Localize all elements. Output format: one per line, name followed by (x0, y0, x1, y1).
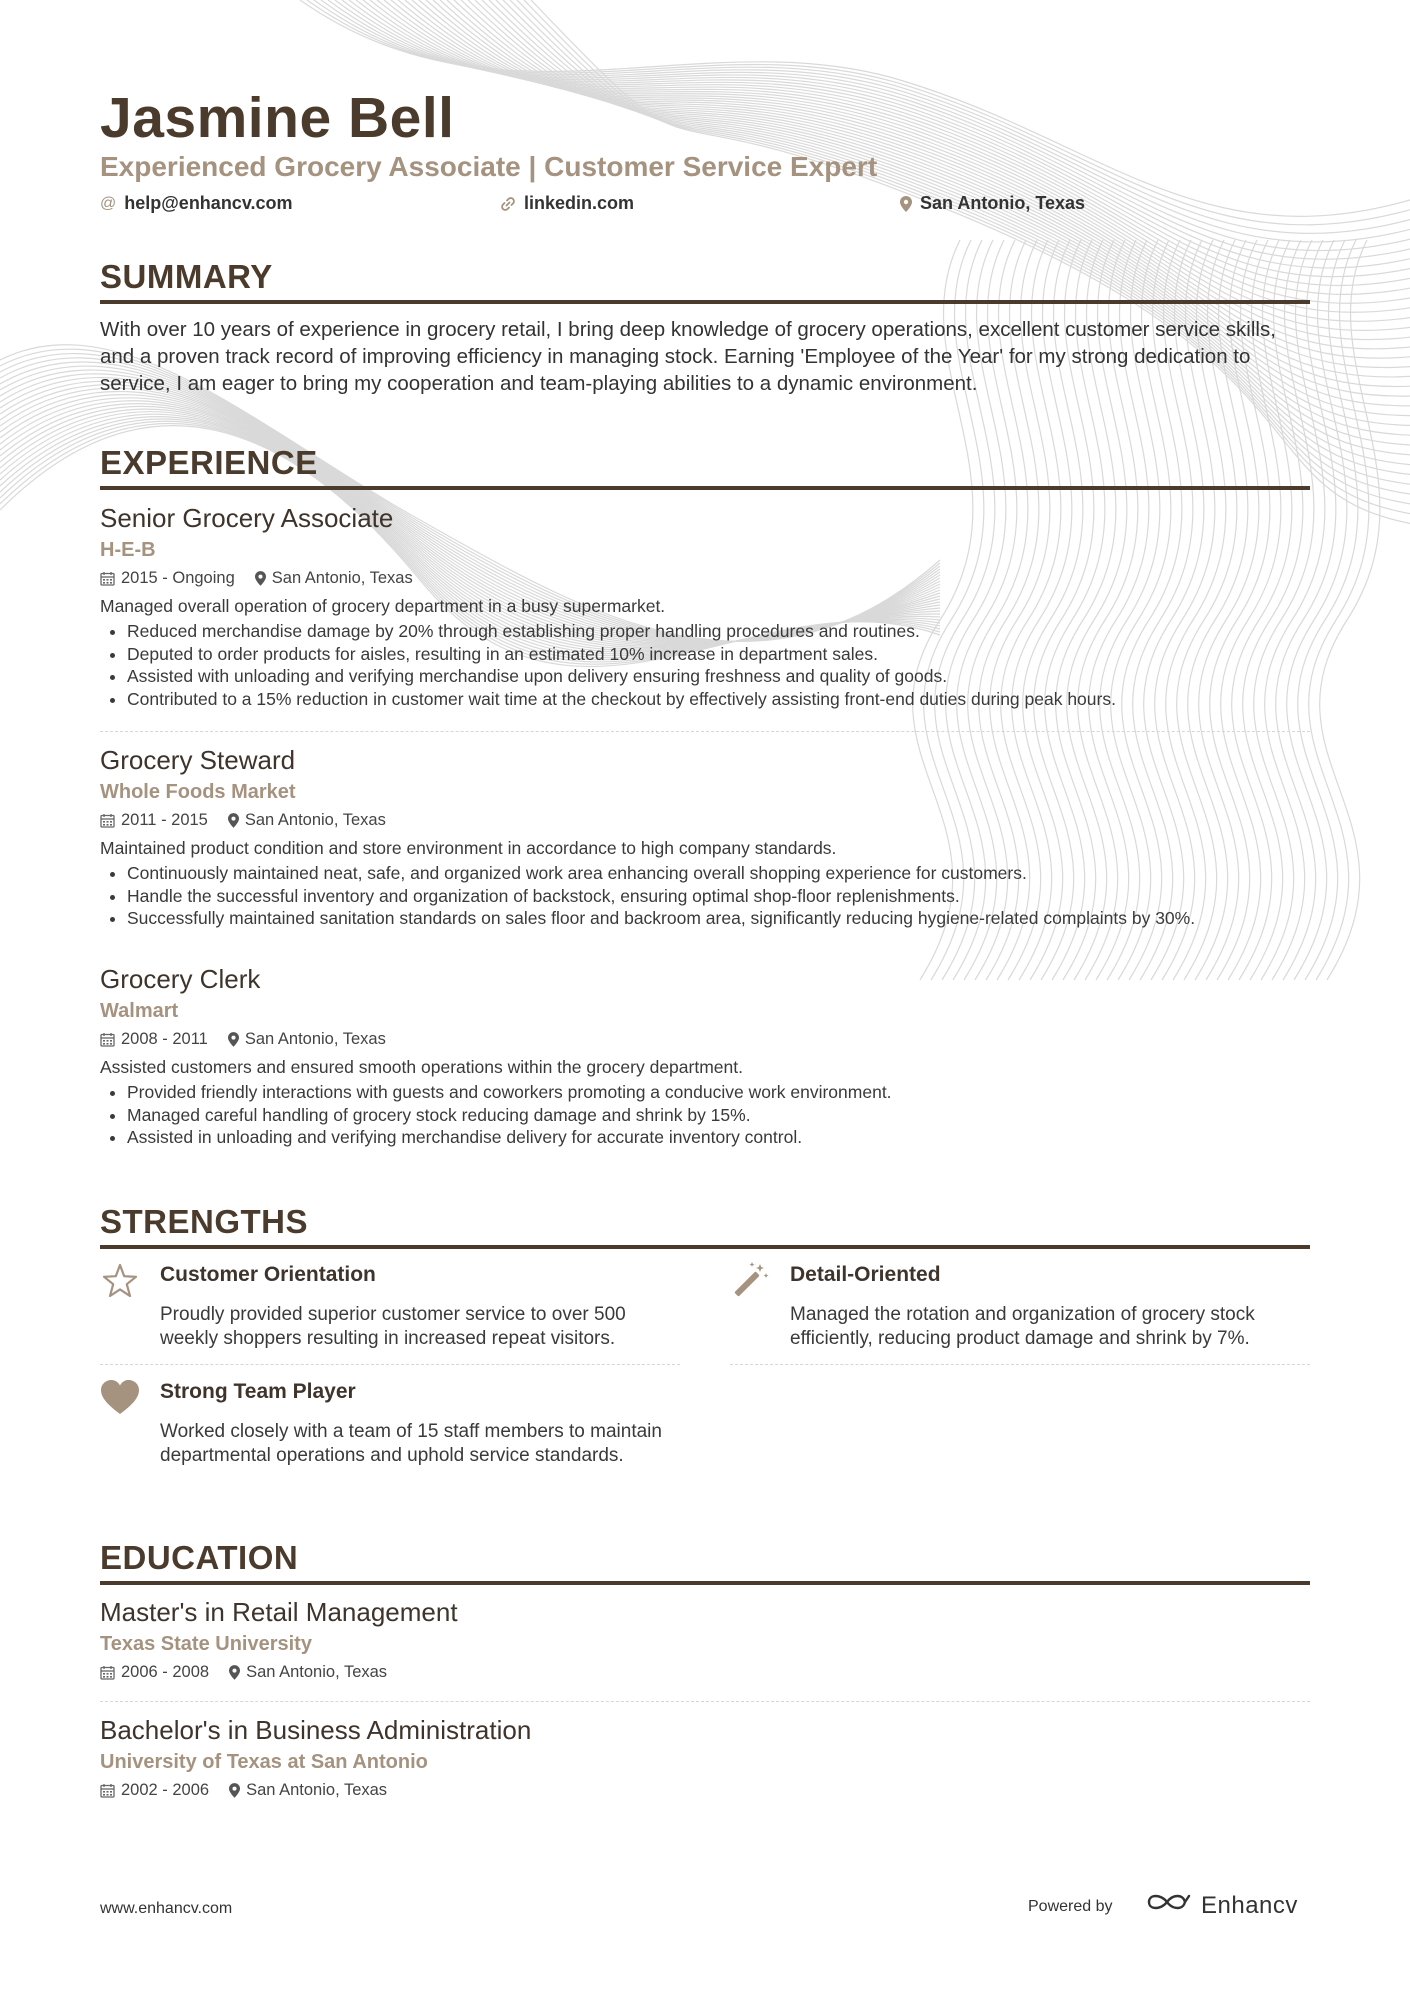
calendar-icon (100, 813, 115, 828)
section-divider (100, 486, 1310, 490)
job-description: Managed overall operation of grocery department in a busy supermarket. (100, 596, 666, 616)
location-text: San Antonio, Texas (920, 193, 1086, 213)
job-meta (100, 566, 1310, 590)
education-entry (100, 1596, 1310, 1684)
entry-divider (100, 1364, 680, 1365)
education-heading: EDUCATION (100, 1539, 299, 1576)
education-location: San Antonio, Texas (246, 1662, 388, 1681)
education-section (100, 1539, 1310, 1585)
summary-text: With over 10 years of experience in grocery retail, I bring deep knowledge of grocery operations, excellent customer service skills, and a proven track record of improving efficiency in managing stock. Earning 'Employee of the Year' for my strong dedication to service, I am eager to bring my cooperation and team-playing abilities to a dynamic environment. (100, 318, 1276, 395)
experience-heading: EXPERIENCE (100, 444, 318, 481)
entry-divider (100, 731, 1310, 732)
list-item: • Handle the successful inventory and organization of backstock, ensuring optimal shop-floor replenishments. (127, 885, 1310, 908)
strengths-section (100, 1203, 1310, 1249)
degree-title: Bachelor's in Business Administration (100, 1715, 532, 1745)
candidate-name: Jasmine Bell (100, 86, 455, 150)
job-location: San Antonio, Texas (271, 568, 413, 587)
strength-description: Proudly provided superior customer service to over 500 weekly shoppers resulting in increased repeat visitors. (160, 1304, 626, 1349)
section-divider (100, 1245, 1310, 1249)
job-entry (100, 502, 1310, 710)
summary-heading: SUMMARY (100, 258, 273, 295)
footer-website-link[interactable]: www.enhancv.com (100, 1900, 233, 1917)
location-pin-icon (229, 1665, 240, 1680)
email-text: help@enhancv.com (124, 193, 293, 213)
job-title: Senior Grocery Associate (100, 503, 394, 533)
enhancv-logo-text: Enhancv (1201, 1891, 1298, 1919)
list-item: • Successfully maintained sanitation standards on sales floor and backroom area, significantly reducing hygiene-related complaints by 30%. (127, 907, 1310, 930)
strength-title: Strong Team Player (160, 1380, 356, 1403)
list-item: • Contributed to a 15% reduction in customer wait time at the checkout by effectively assisting front-end duties during peak hours. (127, 688, 1310, 711)
strengths-heading: STRENGTHS (100, 1203, 309, 1240)
candidate-title: Experienced Grocery Associate | Customer Service Expert (100, 151, 878, 182)
job-description: Assisted customers and ensured smooth operations within the grocery department. (100, 1057, 743, 1077)
job-dates: 2015 - Ongoing (121, 568, 235, 587)
job-description: Maintained product condition and store environment in accordance to high company standards. (100, 838, 837, 858)
strength-description: Worked closely with a team of 15 staff members to maintain departmental operations and uphold service standards. (160, 1421, 662, 1466)
education-location: San Antonio, Texas (246, 1780, 388, 1799)
calendar-icon (100, 1783, 115, 1798)
job-meta (100, 1027, 1310, 1051)
linkedin-text: linkedin.com (524, 193, 635, 213)
strength-title: Detail-Oriented (790, 1263, 941, 1286)
job-bullets (100, 1081, 1310, 1149)
strength-description: Managed the rotation and organization of grocery stock efficiently, reducing product damage and shrink by 7%. (790, 1304, 1255, 1349)
education-entry (100, 1714, 1310, 1802)
summary-section (100, 258, 1310, 304)
powered-by-label: Powered by (1028, 1898, 1113, 1915)
job-bullets (100, 620, 1310, 710)
magic-wand-icon (730, 1261, 774, 1301)
calendar-icon (100, 1032, 115, 1047)
link-icon (500, 196, 516, 212)
at-icon: @ (100, 194, 117, 212)
contact-row (100, 193, 1310, 217)
strength-title: Customer Orientation (160, 1263, 376, 1286)
job-title: Grocery Clerk (100, 964, 261, 994)
job-title: Grocery Steward (100, 745, 296, 775)
location-pin-icon (228, 1032, 239, 1047)
list-item: • Continuously maintained neat, safe, and organized work area enhancing overall shopping experience for customers. (127, 862, 1310, 885)
job-location: San Antonio, Texas (244, 810, 386, 829)
calendar-icon (100, 571, 115, 586)
education-dates: 2002 - 2006 (121, 1780, 210, 1799)
school-name: University of Texas at San Antonio (100, 1751, 428, 1773)
job-entry (100, 744, 1310, 930)
job-dates: 2008 - 2011 (121, 1029, 208, 1048)
job-company: Walmart (100, 1000, 179, 1022)
list-item: • Reduced merchandise damage by 20% through establishing proper handling procedures and routines. (127, 620, 1310, 643)
education-dates: 2006 - 2008 (121, 1662, 210, 1681)
enhancv-logo-icon (1145, 1890, 1193, 1921)
section-divider (100, 300, 1310, 304)
school-name: Texas State University (100, 1633, 312, 1655)
location-pin-icon (228, 813, 239, 828)
list-item: • Provided friendly interactions with guests and coworkers promoting a conducive work environment. (127, 1081, 1310, 1104)
entry-divider (730, 1364, 1310, 1365)
contact-email[interactable] (100, 193, 293, 214)
degree-title: Master's in Retail Management (100, 1597, 458, 1627)
experience-section (100, 444, 1310, 490)
job-company: Whole Foods Market (100, 781, 296, 803)
contact-linkedin[interactable] (500, 193, 634, 214)
list-item: • Deputed to order products for aisles, resulting in an estimated 10% increase in department sales. (127, 643, 1310, 666)
location-pin-icon (255, 571, 266, 586)
section-divider (100, 1581, 1310, 1585)
job-dates: 2011 - 2015 (121, 810, 208, 829)
list-item: • Assisted in unloading and verifying merchandise delivery for accurate inventory control. (127, 1126, 1310, 1149)
education-meta (100, 1778, 1310, 1802)
enhancv-logo[interactable] (1145, 1890, 1298, 1921)
list-item: • Managed careful handling of grocery stock reducing damage and shrink by 15%. (127, 1104, 1310, 1127)
entry-divider (100, 1701, 1310, 1702)
job-company: H-E-B (100, 539, 156, 561)
calendar-icon (100, 1665, 115, 1680)
heart-icon (100, 1378, 144, 1418)
location-pin-icon (900, 196, 912, 212)
contact-location (900, 193, 1085, 214)
job-entry (100, 963, 1310, 1149)
star-icon (100, 1261, 144, 1301)
job-bullets (100, 862, 1310, 930)
location-pin-icon (229, 1783, 240, 1798)
job-meta (100, 808, 1310, 832)
list-item: • Assisted with unloading and verifying merchandise upon delivery ensuring freshness and quality of goods. (127, 665, 1310, 688)
job-location: San Antonio, Texas (244, 1029, 386, 1048)
education-meta (100, 1660, 1310, 1684)
